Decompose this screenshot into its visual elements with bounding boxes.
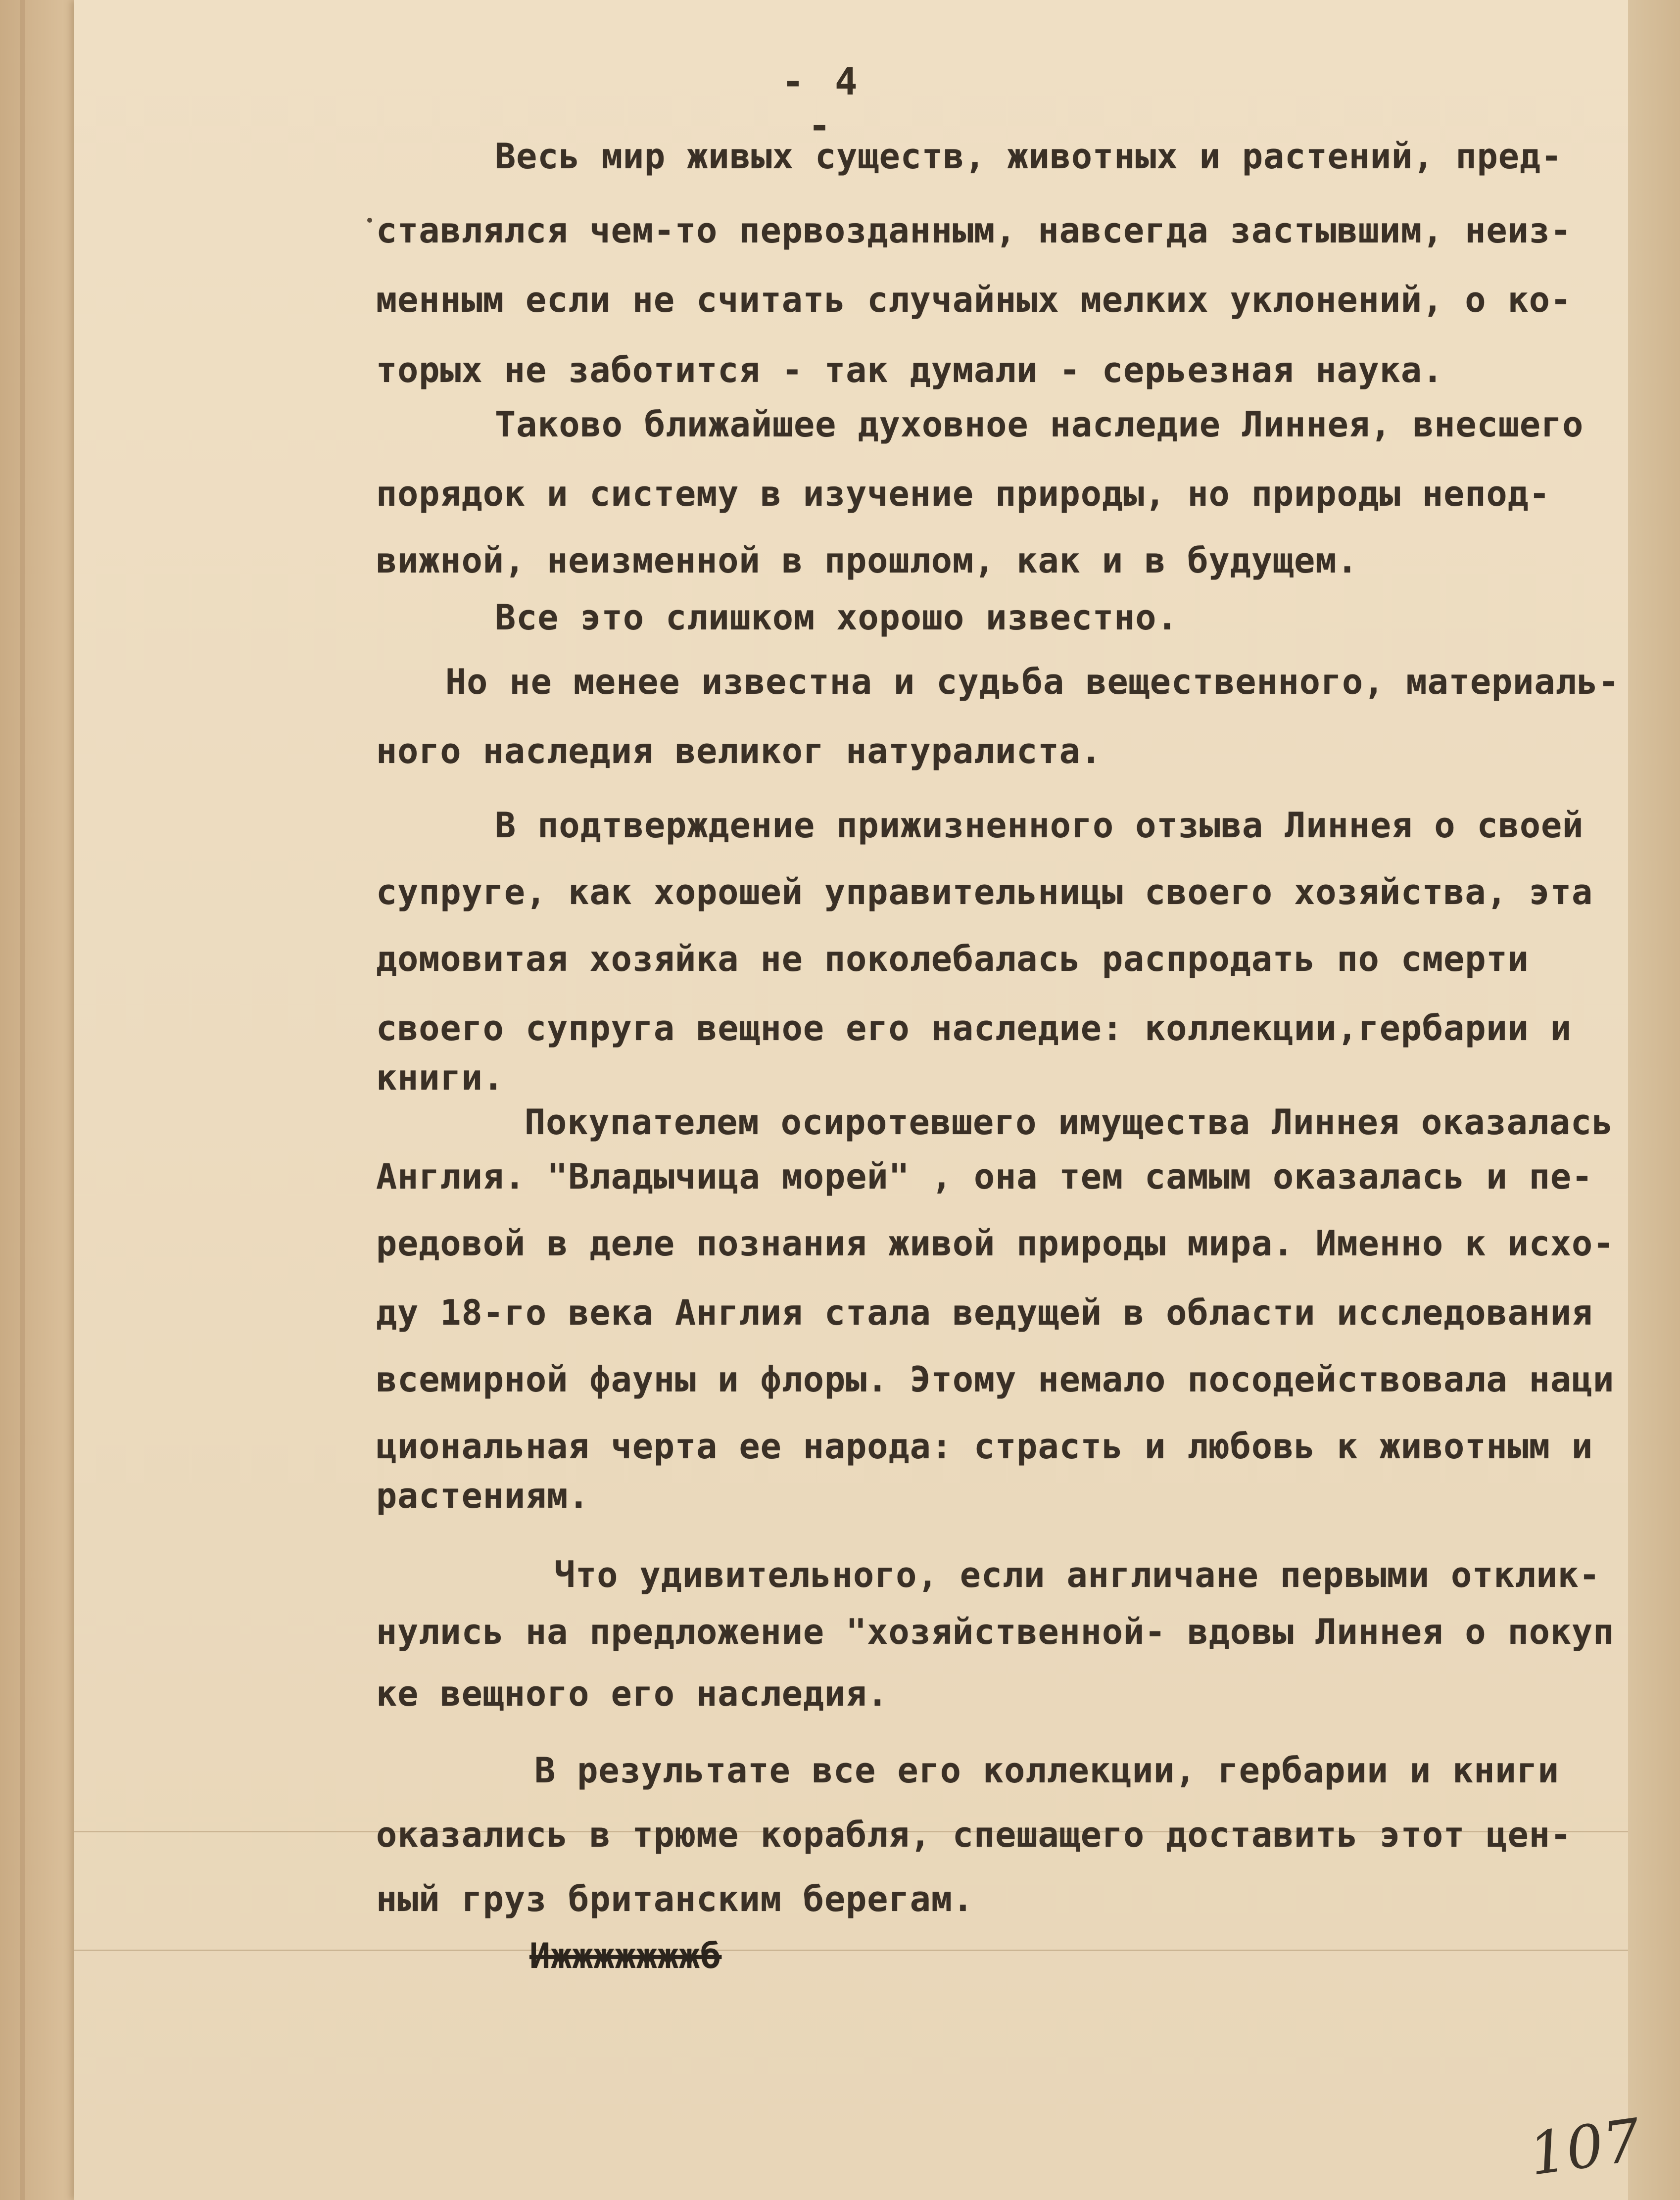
text-line: Но не менее известна и судьба вещественного, материаль- xyxy=(445,662,1620,702)
text-line: растениям. xyxy=(376,1476,590,1516)
text-line: торых не заботится - так думали - серьезная наука. xyxy=(376,350,1444,390)
text-line: ставлялся чем-то первозданным, навсегда застывшим, неиз- xyxy=(376,210,1572,251)
text-line: нулись на предложение "хозяйственной- вдовы Линнея о покуп xyxy=(376,1612,1615,1652)
text-line: оказались в трюме корабля, спешащего доставить этот цен- xyxy=(376,1815,1572,1855)
text-line: Покупателем осиротевшего имущества Линнея оказалась xyxy=(525,1102,1614,1143)
text-line: Что удивительного, если англичане первыми отклик- xyxy=(554,1555,1601,1595)
struck-out-text: Ижжжжжжжб xyxy=(529,1936,722,1976)
text-line: вижной, неизменной в прошлом, как и в будущем. xyxy=(376,540,1358,581)
text-line: порядок и систему в изучение природы, но природы непод- xyxy=(376,474,1550,514)
ink-speck xyxy=(367,218,372,223)
handwritten-archive-number: 107 xyxy=(1525,2105,1645,2189)
text-line: ду 18-го века Англия стала ведущей в области исследования xyxy=(376,1292,1593,1333)
page-number: - 4 - xyxy=(781,59,862,147)
text-line: В подтверждение прижизненного отзыва Линнея о своей xyxy=(495,805,1584,846)
text-line: всемирной фауны и флоры. Этому немало посодействовала наци xyxy=(376,1359,1615,1400)
text-line: Весь мир живых существ, животных и растений, пред- xyxy=(495,136,1563,177)
right-edge xyxy=(1628,0,1680,2200)
text-line: книги. xyxy=(376,1057,504,1098)
text-line: ке вещного его наследия. xyxy=(376,1674,889,1714)
sheet-stack-edge xyxy=(74,1950,1628,1951)
text-line: своего супруга вещное его наследие: коллекции,гербарии и xyxy=(376,1008,1572,1049)
text-line: менным если не считать случайных мелких уклонений, о ко- xyxy=(376,280,1572,320)
text-line: Англия. "Владычица морей" , она тем самым оказалась и пе- xyxy=(376,1156,1593,1197)
text-line: редовой в деле познания живой природы мира. Именно к исхо- xyxy=(376,1223,1615,1264)
text-line: ный груз британским берегам. xyxy=(376,1879,974,1919)
text-line: Таково ближайшее духовное наследие Линнея, внесшего xyxy=(495,404,1584,445)
text-line: домовитая хозяйка не поколебалась распродать по смерти xyxy=(376,939,1529,979)
text-line: Все это слишком хорошо известно. xyxy=(495,597,1178,638)
text-line: ного наследия великог натуралиста. xyxy=(376,731,1102,771)
text-line: циональная черта ее народа: страсть и любовь к животным и xyxy=(376,1426,1593,1467)
text-line: супруге, как хорошей управительницы своего хозяйства, эта xyxy=(376,872,1593,912)
binding-edge xyxy=(20,0,25,2200)
text-line: В результате все его коллекции, гербарии и книги xyxy=(534,1750,1559,1791)
